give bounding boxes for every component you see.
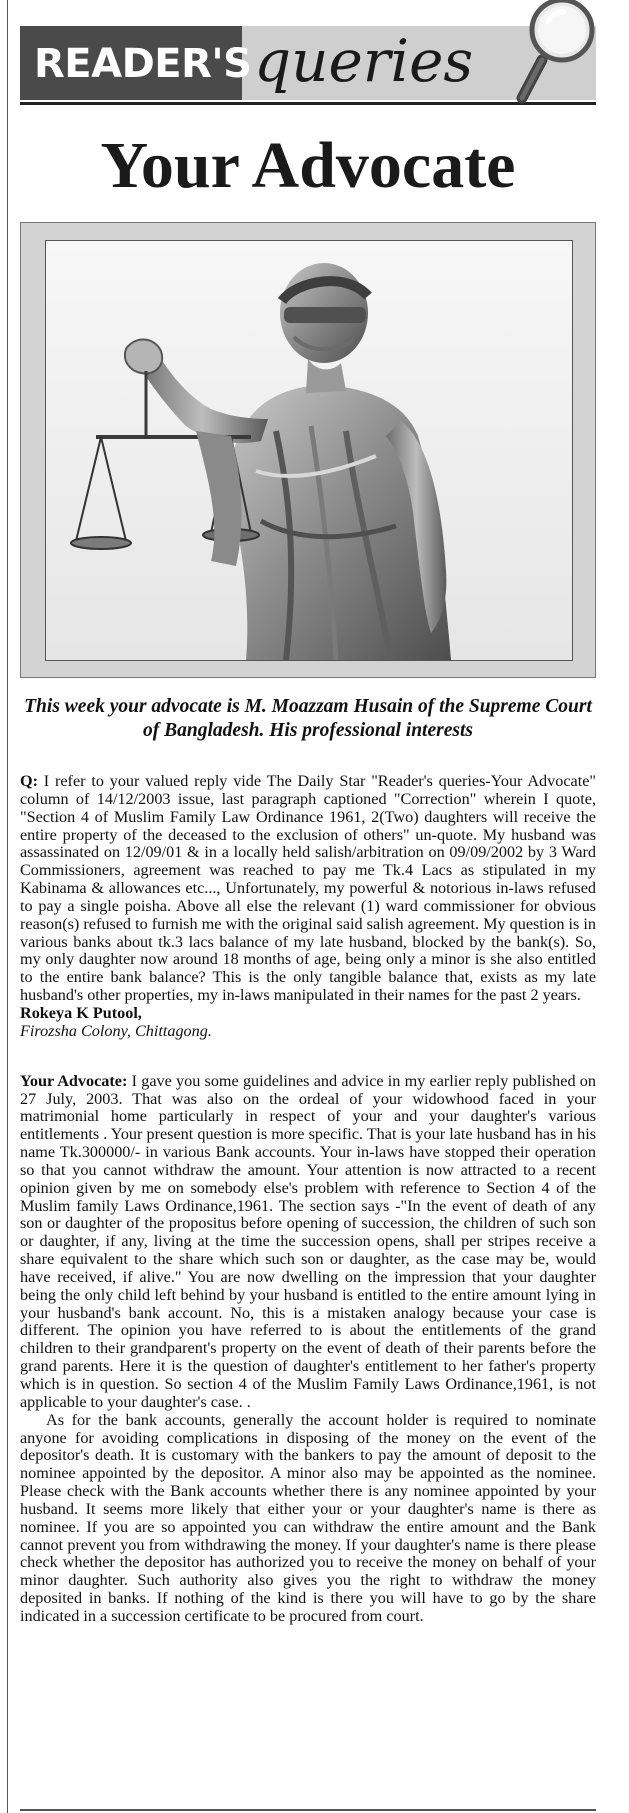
- banner-underline: [20, 102, 596, 105]
- answer-label: Your Advocate:: [20, 1071, 128, 1090]
- page-title: Your Advocate: [100, 129, 516, 202]
- banner-dark-block: [20, 26, 252, 100]
- article-body: [20, 773, 596, 1626]
- section-banner: [20, 26, 596, 100]
- question-paragraph: [20, 773, 596, 1005]
- answer-text-1: I gave you some guidelines and advice in my earlier reply published on 27 July, 2003. That was also on the ordeal of your widowhood faced in your matrimonial home particularly in respect of your and your daughter's various entitlements . Your present question is more specific. That is your late husband has in his name Tk.300000/- in various Bank accounts. Your in-laws have stopped their operation so that you cannot withdraw the amount. Your attention is now attracted to a recent opinion given by me on somebody else's problem with reference to Section 4 of the Muslim family Laws Ordinance,1961. The section says -"In the event of death of any son or daughter of the propositus before opening of succession, the children of such son or daughter, if any, living at the time the succession opens, shall per stripes receive a share equivalent to the share which such son or daughter, as the case may be, would have received, if alive." You are now dwelling on the impression that your daughter being the only child left behind by your husband is entitled to the entire amount lying in your husband's bank account. No, this is a mistaken analogy because your case is different. The opinion you have referred to is about the entitlements of the grand children to their grandparent's property on the event of death of their parents before the grand parents. Here it is the question of daughter's entitlement to her father's property which is in question. So section 4 of the Muslim Family Laws Ordinance,1961, is not applicable to your daughter's case. .: [20, 1071, 596, 1411]
- question-location: Firozsha Colony, Chittagong.: [20, 1021, 212, 1040]
- question-text: I refer to your valued reply vide The Daily Star "Reader's queries-Your Advocate" column of 14/12/2003 issue, last paragraph captioned "Correction" wherein I quote, "Section 4 of Muslim Family Law Ordinance 1961, 2(Two) daughters will receive the entire property of the deceased to the exclusion of others" un-quote. My husband was assassinated on 12/09/01 & in a locally held salish/arbitration on 09/09/2002 by 3 Ward Commissioners, agreement was reached to pay me Tk.4 Lacs as stipulated in my Kabinama & allowances etc..., Unfortunately, my powerful & notorious in-laws refused to pay a single poisha. Above all else the relevant (1) ward commissioner for obvious reason(s) refused to furnish me with the original said salish agreement. My question is in various banks about tk.3 lacs balance of my late husband, blocked by the bank(s). So, my only daughter now around 18 months of age, being only a minor is she also entitled to the entire bank balance? This is the only tangible balance that, exists as my late husband's other properties, my in-laws manipulated in their names for the past 2 years.: [20, 772, 596, 1005]
- page-left-rule: [7, 0, 8, 1813]
- question-author: Rokeya K Putool,: [20, 1003, 142, 1022]
- section-spacer: [20, 1041, 596, 1073]
- lady-justice-statue-icon: [46, 241, 572, 660]
- lady-justice-photo: [45, 240, 573, 661]
- banner-readers-label: READER'S: [34, 41, 252, 87]
- magnifying-glass-icon: [512, 0, 596, 104]
- photo-frame: [20, 222, 596, 678]
- banner-queries-label: queries: [254, 27, 474, 95]
- answer-paragraph-1: [20, 1073, 596, 1412]
- answer-paragraph-2: As for the bank accounts, generally the account holder is required to nominate anyone for avoiding complications in disposing of the money on the event of the depositor's death. It is customary with the bankers to pay the amount of deposit to the nominee appointed by the depositor. A minor also may be appointed as the nominee. Please check with the Bank accounts whether there is any nominee appointed by your husband. It seems more likely that either your or your daughter's name is there as nominee. If you are so appointed you can withdraw the entire amount and the Bank cannot prevent you from withdrawing the money. If your daughter's name is there please check whether the depositor has authorized you to receive the money on behalf of your minor daughter. Such authority also gives you the right to withdraw the money deposited in banks. If nothing of the kind is there you will have to go by the share indicated in a succession certificate to be procured from court.: [20, 1410, 596, 1625]
- page-bottom-rule: [20, 1809, 596, 1811]
- question-label: Q:: [20, 772, 38, 790]
- intro-text: This week your advocate is M. Moazzam Husain of the Supreme Court of Bangladesh. His professional interests: [24, 696, 592, 741]
